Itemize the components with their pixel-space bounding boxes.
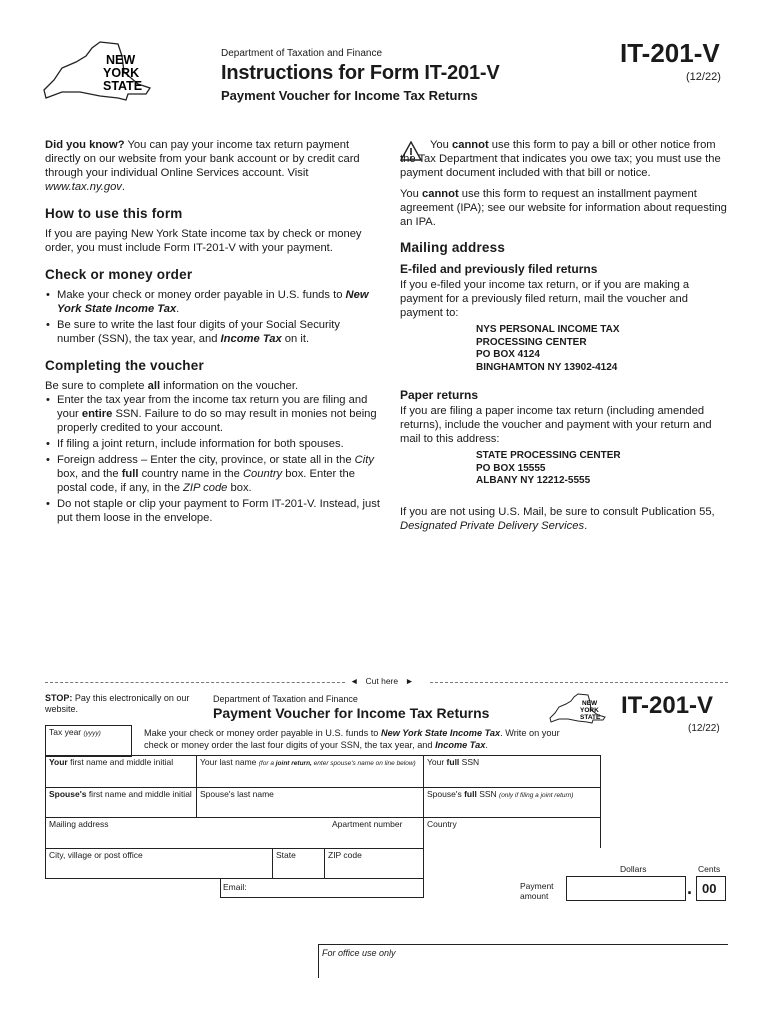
arrow-left-icon: ◄ (350, 676, 359, 686)
website-link[interactable]: www.tax.ny.gov (45, 181, 122, 193)
spouse-first-name-field[interactable]: Spouse's first name and middle initial (49, 789, 192, 799)
department-name: Department of Taxation and Finance (221, 48, 383, 59)
office-use-label: For office use only (322, 948, 396, 958)
list-item: • Make your check or money order payable in U.S. funds to New York State Income Tax. (45, 288, 380, 316)
completing-text: Be sure to complete all information on the voucher. (45, 380, 299, 392)
did-you-know: Did you know? You can pay your income tax return payment directly on our website from your bank account or by credit card through your individual Online Services account. Visit www.tax.ny.gov. (45, 139, 360, 193)
voucher-title: Payment Voucher for Income Tax Returns (213, 705, 490, 721)
voucher-instructions: Make your check or money order payable in U.S. funds to New York State Income Tax. Write on your check or money order the last four digits of your SSN, the tax year, and Income Tax. (144, 728, 560, 750)
form-number: IT-201-V (620, 38, 720, 68)
efiled-address: NYS PERSONAL INCOME TAX PROCESSING CENTER PO BOX 4124 BINGHAMTON NY 13902-4124 (476, 324, 620, 373)
list-item: • If filing a joint return, include information for both spouses. (45, 437, 380, 451)
svg-text:NEW: NEW (582, 700, 598, 707)
country-field[interactable]: Country (427, 819, 457, 829)
cut-line-left (45, 682, 345, 683)
payment-amount-label: Payment amount (520, 881, 554, 901)
efiled-heading: E-filed and previously filed returns (400, 262, 598, 276)
how-heading: How to use this form (45, 206, 183, 221)
usmail-text: If you are not using U.S. Mail, be sure to consult Publication 55, Designated Private Delivery Services. (400, 505, 715, 532)
logo-line-3: STATE (103, 79, 143, 93)
voucher-form-number: IT-201-V (621, 692, 714, 719)
arrow-right-icon: ► (405, 676, 414, 686)
voucher-revision: (12/22) (688, 723, 720, 734)
state-field[interactable]: State (276, 850, 296, 860)
zip-field[interactable]: ZIP code (328, 850, 362, 860)
svg-text:STATE: STATE (580, 714, 601, 721)
page-title: Instructions for Form IT-201-V (221, 62, 500, 84)
paper-address: STATE PROCESSING CENTER PO BOX 15555 ALBANY NY 12212-5555 (476, 450, 621, 486)
apartment-field[interactable]: Apartment number (332, 819, 403, 829)
page-subtitle: Payment Voucher for Income Tax Returns (221, 88, 478, 103)
last-name-field[interactable]: Your last name (for a joint return, enter spouse's name on line below) (200, 757, 416, 767)
efiled-text: If you e-filed your income tax return, or if you are making a payment for a previously filed return, mail the voucher and payment to: (400, 279, 690, 319)
logo-line-2: YORK (103, 66, 140, 80)
check-list (45, 288, 380, 346)
stop-note: STOP: Pay this electronically on our website. (45, 693, 190, 714)
warning-bill: You cannot use this form to pay a bill or other notice from the Tax Department that indicates you owe tax; you must use the payment document included with that bill or notice. (400, 139, 721, 179)
cut-line-right (430, 682, 728, 683)
voucher-nys-logo-icon (548, 692, 610, 728)
office-use-line (318, 944, 728, 945)
list-item: • Be sure to write the last four digits of your Social Security number (SSN), the tax year, and Income Tax on it. (45, 318, 380, 346)
list-item: • Foreign address – Enter the city, province, or state all in the City box, and the full country name in the Country box. Enter the postal code, if any, in the ZIP code box. (45, 453, 380, 495)
completing-list (45, 393, 380, 525)
logo-line-1: NEW (106, 53, 136, 67)
svg-text:YORK: YORK (580, 707, 599, 714)
ssn-field[interactable]: Your full SSN (427, 757, 480, 767)
dollars-label: Dollars (620, 864, 647, 874)
voucher-department: Department of Taxation and Finance (213, 694, 358, 704)
nys-logo-icon (40, 38, 160, 110)
list-item: • Do not staple or clip your payment to Form IT-201-V. Instead, just put them loose in the envelope. (45, 497, 380, 525)
check-heading: Check or money order (45, 267, 193, 282)
cents-value: 00 (702, 881, 717, 896)
list-item: • Enter the tax year from the income tax return you are filing and your entire SSN. Failure to do so may result in monies not being properly credited to your account. (45, 393, 380, 435)
completing-heading: Completing the voucher (45, 358, 204, 373)
cents-label: Cents (698, 864, 721, 874)
first-name-field[interactable]: Your first name and middle initial (49, 757, 174, 767)
tax-year-field[interactable]: Tax year (yyyy) (45, 725, 132, 757)
spouse-last-name-field[interactable]: Spouse's last name (200, 789, 274, 799)
decimal-point: . (687, 878, 693, 898)
paper-heading: Paper returns (400, 388, 479, 402)
email-field[interactable]: Email: (220, 878, 424, 898)
how-text: If you are paying New York State income tax by check or money order, you must include Form IT-201-V with your payment. (45, 228, 362, 254)
form-revision: (12/22) (686, 71, 721, 83)
city-field[interactable]: City, village or post office (49, 850, 143, 860)
mailing-address-field[interactable]: Mailing address (49, 819, 109, 829)
paper-text: If you are filing a paper income tax return (including amended returns), include the voucher and payment with your return and mail to this address: (400, 405, 712, 445)
dollars-field[interactable] (566, 876, 686, 901)
spouse-ssn-field[interactable]: Spouse's full SSN (only if filing a joint return) (427, 789, 574, 799)
cut-here-label: ◄ Cut here ► (350, 676, 414, 686)
cents-field (696, 876, 726, 901)
warning-ipa: You cannot use this form to request an installment payment agreement (IPA); see our website for information about requesting an IPA. (400, 188, 727, 228)
mailing-heading: Mailing address (400, 240, 506, 255)
